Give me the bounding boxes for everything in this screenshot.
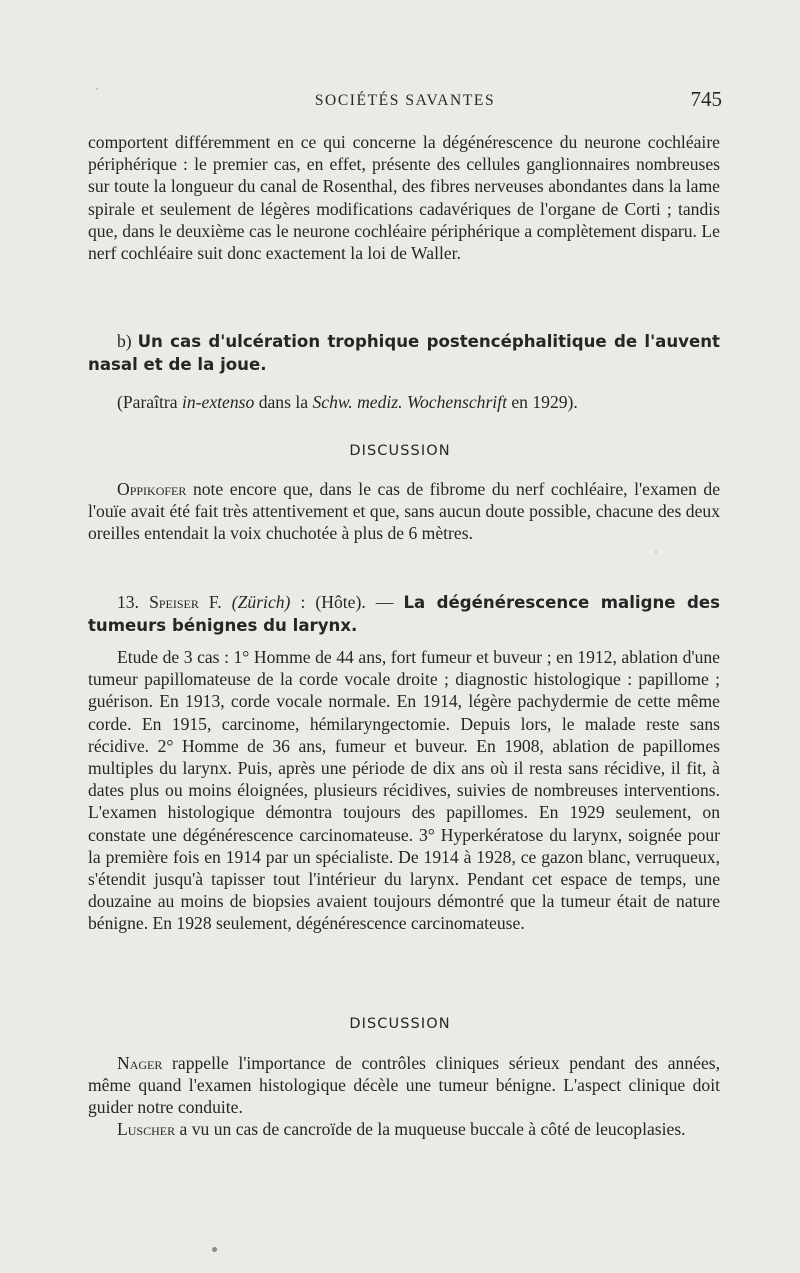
intro-paragraph — [88, 131, 720, 264]
section-b-title — [88, 330, 720, 376]
section-b-publication-note — [88, 391, 720, 413]
author-role: : (Hôte). — — [300, 592, 394, 612]
paper-speck — [212, 1247, 217, 1252]
intro-paragraph-text: comportent différemment en ce qui concerne la dégénérescence du neurone cochléaire périphérique : le premier cas, en effet, présente des cellules ganglionnaires nombreuses sur toute la longueur du canal de Rosenthal, des fibres nerveuses abondantes dans la lame spirale et seulement de légères modifications cadavériques de l'organe de Corti ; tandis que, dans le deuxième cas le neurone cochléaire périphérique a complètement disparu. Le nerf cochléaire suit donc exactement la loi de Waller. — [88, 132, 720, 264]
note-open: (Paraîtra — [117, 392, 178, 412]
discussion-2-paragraph-1 — [88, 1052, 720, 1119]
discussion-1-text: note encore que, dans le cas de fibrome du nerf cochléaire, l'examen de l'ouïe avait été fait très attentivement et que, sans aucun doute possible, chacune des deux oreilles entendait la voix chuchotée à plus de 6 mètres. — [88, 479, 721, 544]
section-b-label: b) — [117, 331, 132, 351]
note-italic-in-extenso: in-extenso — [181, 392, 255, 412]
communication-13-title — [88, 591, 720, 637]
communication-title-text: La dégénérescence maligne des tumeurs bénignes du larynx. — [88, 593, 720, 636]
author-speiser: Speiser — [149, 592, 199, 612]
communication-13-body-text: Etude de 3 cas : 1° Homme de 44 ans, fort fumeur et buveur ; en 1912, ablation d'une tumeur papillomateuse de la corde vocale droite ; diagnostic histologique : papillome ; guérison. En 1913, corde vocale normale. En 1914, légère pachydermie de cette même corde. En 1915, carcinome, hémilaryngectomie. Depuis lors, le malade reste sans récidive. 2° Homme de 36 ans, fumeur et buveur. En 1908, ablation de papillomes multiples du larynx. Puis, après une période de dix ans où il resta sans récidive, il fit, à dates plus ou moins éloignées, plusieurs récidives, suivies de nombreuses interventions. L'examen histologique démontra toujours des papillomes. En 1929 seulement, on constate une dégénérescence carcinomateuse. 3° Hyperkératose du larynx, soignée pour la première fois en 1914 par un spécialiste. De 1914 à 1928, ce gazon blanc, verruqueux, s'étendit jusqu'à tapisser tout l'intérieur du larynx. Pendant cet espace de temps, une douzaine au moins de biopsies avaient toujours démontré que la tumeur était de nature bénigne. En 1928 seulement, dégénérescence carcinomateuse. — [88, 647, 720, 934]
paper-speck — [96, 88, 98, 90]
communication-13-body — [88, 646, 720, 935]
discussion-2-text-2: a vu un cas de cancroïde de la muqueuse buccale à côté de leucoplasies. — [179, 1119, 686, 1139]
discussion-heading-2: DISCUSSION — [349, 1016, 451, 1032]
note-journal-title: Schw. mediz. Wochenschrift — [312, 392, 507, 412]
section-b-title-text: Un cas d'ulcération trophique postencéphalitique de l'auvent nasal et de la joue. — [88, 332, 720, 375]
note-mid: dans la — [258, 392, 309, 412]
discussion-heading-1: DISCUSSION — [349, 443, 451, 459]
speaker-luscher: Luscher — [117, 1119, 176, 1139]
running-header-title: SOCIÉTÉS SAVANTES — [314, 92, 496, 109]
note-close: en 1929). — [511, 392, 578, 412]
discussion-2-paragraph-2 — [88, 1118, 720, 1140]
author-city: (Zürich) — [231, 592, 291, 612]
speaker-nager: Nager — [117, 1053, 163, 1073]
discussion-2-text-1: rappelle l'importance de contrôles cliniques sérieux pendant des années, même quand l'examen histologique décèle une tumeur bénigne. L'aspect clinique doit guider notre conduite. — [88, 1053, 721, 1118]
speaker-oppikofer: Oppikofer — [117, 479, 187, 499]
author-initial: F. — [208, 592, 222, 612]
page-number: 745 — [690, 87, 722, 111]
paper-speck — [655, 551, 657, 553]
discussion-1-paragraph — [88, 478, 720, 545]
communication-number: 13. — [117, 592, 139, 612]
